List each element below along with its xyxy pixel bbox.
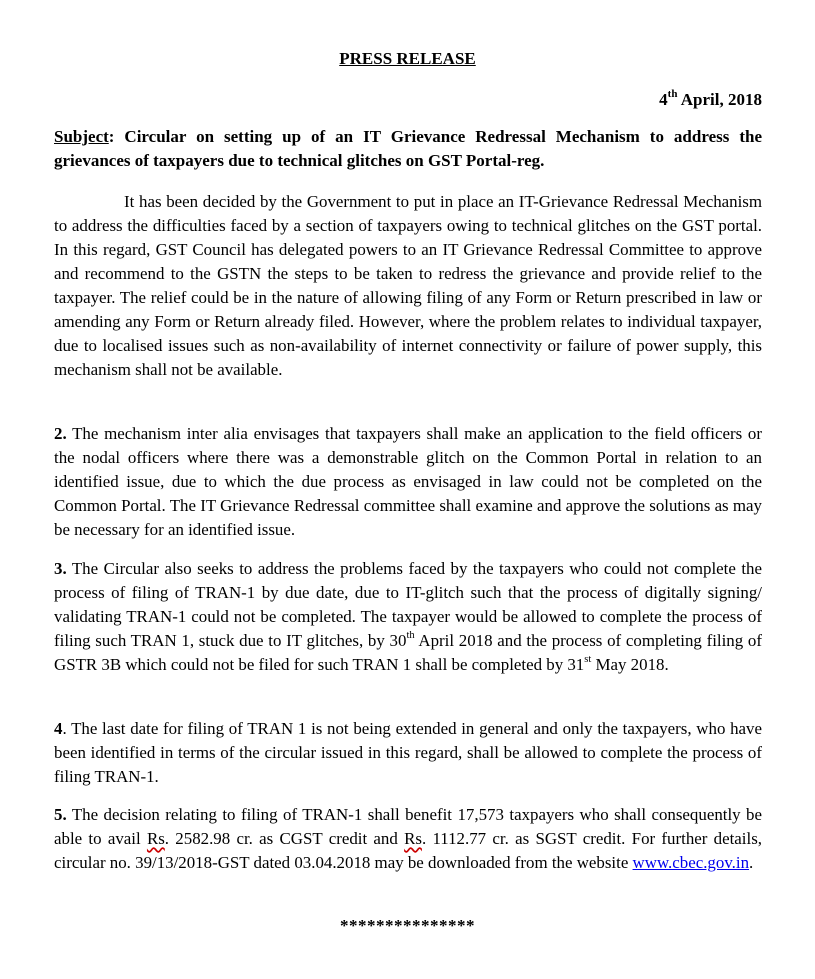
paragraph-5 [54,803,762,875]
release-date [659,89,762,111]
paragraph-2 [54,422,762,542]
website-link[interactable]: www.cbec.gov.in [632,853,750,872]
paragraph-3-sup-b: st [584,654,592,666]
paragraph-5-text-c: . 1112.77 cr. as SGST credit. For further details, circular no. 39/13/2018-GST dated 03.04.2018 may be downloaded from the website [54,829,762,872]
date-day: 4 [659,90,668,109]
paragraph-3-number: 3. [54,559,67,578]
paragraph-5-text-a: The decision relating to filing of TRAN-1 shall benefit 17,573 taxpayers who shall consequently be able to avail [54,805,762,848]
paragraph-4-number: 4 [54,719,63,738]
paragraph-4 [54,717,762,789]
paragraph-3-text-c: May 2018. [591,655,669,674]
rupee-abbrev-2: Rs [404,829,422,848]
paragraph-3-sup-a: th [406,630,415,642]
paragraph-2-text: The mechanism inter alia envisages that taxpayers shall make an application to the field officers or the nodal officers where there was a demonstrable glitch on the Common Portal in relation to an identified issue, due to which the due process as envisaged in law could not be completed on the Common Portal. The IT Grievance Redressal committee shall examine and approve the solutions as may be necessary for an identified issue. [54,424,762,539]
paragraph-5-number: 5. [54,805,67,824]
paragraph-3-text-a: The Circular also seeks to address the problems faced by the taxpayers who could not complete the process of filing of TRAN-1 by due date, due to IT-glitch such that the process of digitally signing/ validating TRAN-1 could not be completed. The taxpayer would be allowed to complete the process of filing such TRAN 1, stuck due to IT glitches, by 30 [54,559,762,650]
rupee-abbrev-1: Rs [146,829,165,848]
subject-label: Subject [54,127,109,146]
paragraph-3 [54,557,762,677]
subject-line [54,125,762,173]
paragraph-3-text-b: April 2018 and the process of completing filing of GSTR 3B which could not be filed for such TRAN 1 shall be completed by 31 [54,631,762,674]
date-rest: April, 2018 [677,90,762,109]
paragraph-2-number: 2. [54,424,67,443]
paragraph-5-text-b: . 2582.98 cr. as CGST credit and [164,829,405,848]
page-title [0,48,815,70]
paragraph-1 [54,190,762,382]
end-marker: *************** [340,916,475,935]
paragraph-4-text: . The last date for filing of TRAN 1 is not being extended in general and only the taxpayers, who have been identified in terms of the circular issued in this regard, shall be allowed to complete the process of filing TRAN-1. [54,719,762,786]
paragraph-5-text-d: . [749,853,754,872]
date-suffix: th [667,88,678,101]
subject-text: : Circular on setting up of an IT Grievance Redressal Mechanism to address the grievances of taxpayers due to technical glitches on GST Portal-reg. [54,127,762,170]
paragraph-1-text: It has been decided by the Government to put in place an IT-Grievance Redressal Mechanism to address the difficulties faced by a section of taxpayers owing to technical glitches on the GST portal. In this regard, GST Council has delegated powers to an IT Grievance Redressal Committee to approve and recommend to the GSTN the steps to be taken to redress the grievance and provide relief to the taxpayer. The relief could be in the nature of allowing filing of any Form or Return prescribed in law or amending any Form or Return already filed. However, where the problem relates to individual taxpayer, due to localised issues such as non-availability of internet connectivity or failure of power supply, this mechanism shall not be available. [54,192,762,379]
title-text: PRESS RELEASE [339,49,476,68]
